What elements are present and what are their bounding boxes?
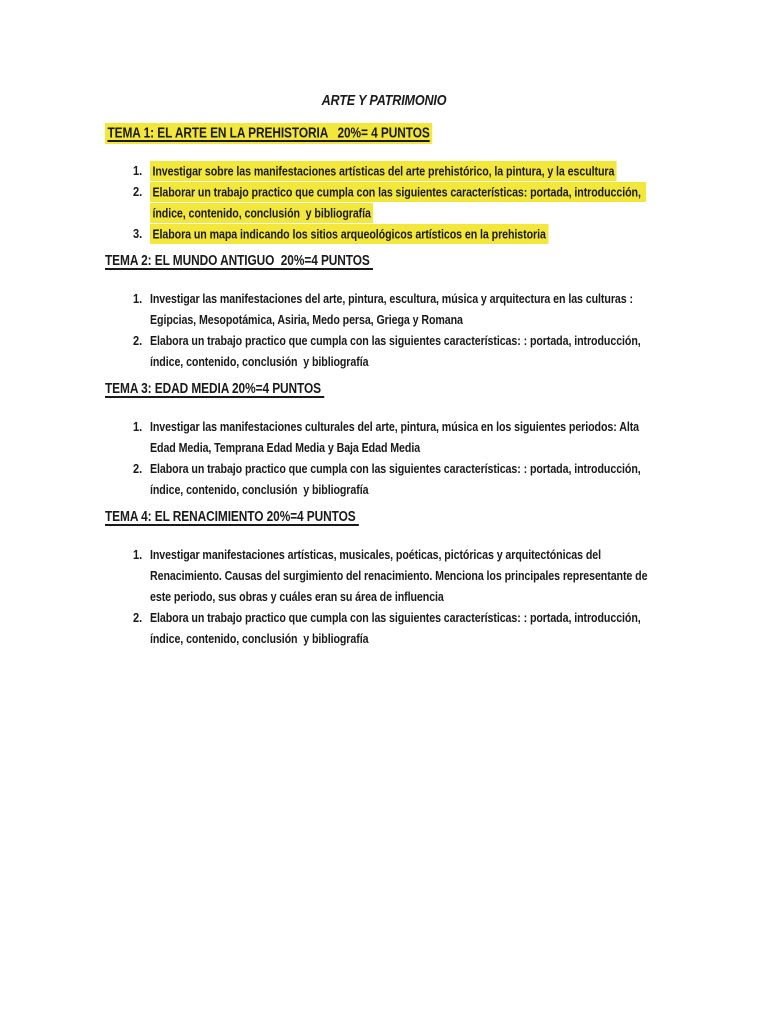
section-heading (105, 508, 649, 527)
document-title-text: ARTE Y PATRIMONIO (321, 92, 447, 109)
list-item (133, 458, 768, 500)
list-item-body (150, 416, 657, 458)
list-item-text: Investigar sobre las manifestaciones artísticas del arte prehistórico, la pintura, y la escultura (150, 161, 617, 181)
section-tema-1 (105, 124, 768, 244)
list-item-text: Elaborar un trabajo practico que cumpla con las siguientes características: portada, introducción, índice, contenido, conclusión y bibliografía (150, 182, 646, 223)
section-tema-2 (105, 252, 768, 372)
list-item-text: Elabora un trabajo practico que cumpla con las siguientes características: : portada, introducción, índice, contenido, conclusión y bibliografía (150, 610, 644, 646)
list-item (133, 288, 768, 330)
list-item-text: Elabora un trabajo practico que cumpla con las siguientes características: : portada, introducción, índice, contenido, conclusión y bibliografía (150, 461, 644, 497)
list-item-text: Investigar las manifestaciones del arte, pintura, escultura, música y arquitectura en las culturas : Egipcias, Mesopotámica, Asiria, Medo persa, Griega y Romana (150, 291, 636, 327)
section-heading-text: TEMA 2: EL MUNDO ANTIGUO 20%=4 PUNTOS (105, 253, 374, 269)
list-item-number: 2. (133, 184, 143, 199)
list-item-body (150, 330, 657, 372)
list-item-body (150, 544, 657, 607)
section-heading-text: TEMA 3: EDAD MEDIA 20%=4 PUNTOS (105, 381, 325, 397)
list-item-number: 3. (133, 226, 143, 241)
list-item-body (150, 181, 657, 223)
list-item-text: Investigar las manifestaciones culturales del arte, pintura, música en los siguientes periodos: Alta Edad Media, Temprana Edad Media y Baja Edad Media (150, 419, 642, 455)
section-tema-3 (105, 380, 768, 500)
list-item (133, 544, 768, 607)
list-item-body (150, 458, 657, 500)
list-item-text: Elabora un trabajo practico que cumpla con las siguientes características: : portada, introducción, índice, contenido, conclusión y bibliografía (150, 333, 644, 369)
assignment-list (105, 160, 768, 244)
list-item-text: Elabora un mapa indicando los sitios arqueológicos artísticos en la prehistoria (150, 224, 548, 244)
list-item-number: 1. (133, 547, 143, 562)
section-tema-4 (105, 508, 768, 649)
list-item (133, 223, 768, 244)
list-item-text: Investigar manifestaciones artísticas, musicales, poéticas, pictóricas y arquitectónicas del Renacimiento. Causas del surgimiento del renacimiento. Menciona los principales representante de este periodo, sus obras y cuáles eran su área de influencia (150, 547, 651, 604)
list-item (133, 330, 768, 372)
section-heading-text: TEMA 1: EL ARTE EN LA PREHISTORIA 20%= 4 PUNTOS (105, 123, 432, 144)
document-title (150, 92, 619, 110)
list-item-number: 1. (133, 419, 143, 434)
list-item-number: 2. (133, 461, 143, 476)
list-item-number: 2. (133, 333, 143, 348)
list-item-body (150, 607, 657, 649)
section-heading-text: TEMA 4: EL RENACIMIENTO 20%=4 PUNTOS (105, 509, 359, 525)
assignment-list (105, 544, 768, 649)
list-item (133, 160, 768, 181)
list-item-number: 2. (133, 610, 143, 625)
assignment-list (105, 288, 768, 372)
section-heading (105, 124, 649, 143)
assignment-list (105, 416, 768, 500)
list-item (133, 416, 768, 458)
list-item-number: 1. (133, 291, 143, 306)
list-item (133, 607, 768, 649)
list-item-number: 1. (133, 163, 143, 178)
list-item-body (150, 160, 657, 181)
list-item-body (150, 223, 657, 244)
list-item-body (150, 288, 657, 330)
list-item (133, 181, 768, 223)
section-heading (105, 252, 649, 271)
section-heading (105, 380, 649, 399)
